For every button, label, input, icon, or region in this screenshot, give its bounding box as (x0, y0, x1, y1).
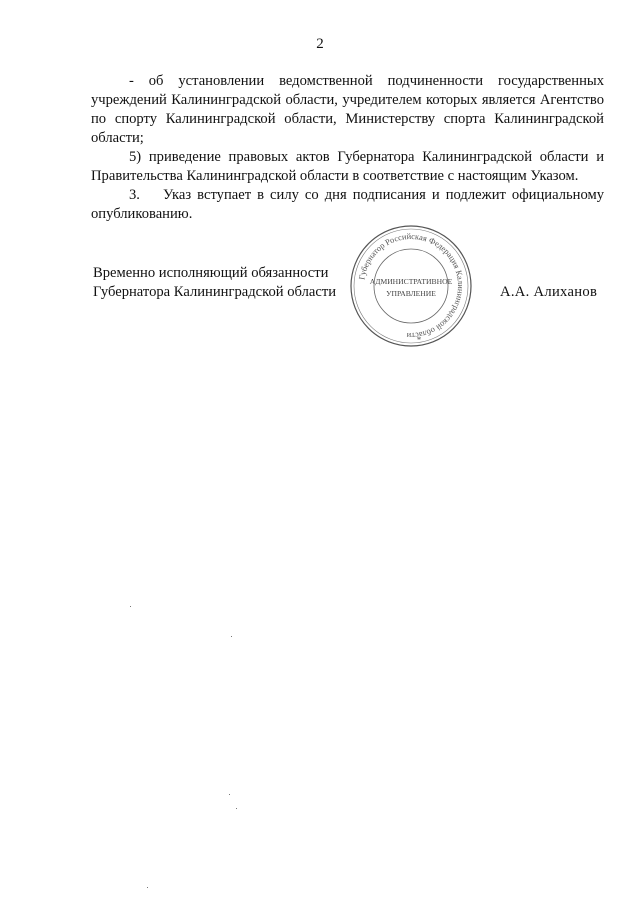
position-line-1: Временно исполняющий обязанности (93, 265, 329, 281)
seal-center-line-2: УПРАВЛЕНИЕ (386, 289, 436, 298)
item-3-text: Указ вступает в силу со дня подписания и подлежит официальному опубликованию. (91, 187, 604, 222)
item-5-paragraph: 5) приведение правовых актов Губернатора Калининградской области и Правительства Калининградской области в соответствие с настоящим Указом. (91, 149, 604, 184)
signatory-position (93, 264, 336, 302)
scan-speck (236, 808, 237, 809)
item-3-number: 3. (129, 187, 140, 203)
position-line-2: Губернатора Калининградской области (93, 284, 337, 300)
page-number: 2 (316, 36, 324, 52)
bullet-item-paragraph: - об установлении ведомственной подчиненности государственных учреждений Калининградской области, учредителем которых является Агентство по спорту Калининградской области, Министерству спорта Калининградской области; (91, 73, 604, 146)
scan-speck (231, 636, 232, 637)
seal-inner-ring (374, 249, 448, 323)
signatory-name: А.А. Алиханов (500, 284, 598, 300)
seal-star: * (416, 335, 422, 345)
seal-outer-ring-inner (354, 229, 468, 343)
seal-outer-ring (351, 226, 471, 346)
scan-speck (229, 794, 230, 795)
document-body (91, 72, 604, 224)
seal-center-line-1: АДМИНИСТРАТИВНОЕ (369, 277, 453, 286)
scan-speck (147, 887, 148, 888)
item-3-paragraph (91, 186, 604, 224)
scan-speck (130, 606, 131, 607)
official-seal (347, 222, 475, 350)
seal-ring-text: Губернатор Российская Федерация Калининградской области (357, 231, 466, 341)
